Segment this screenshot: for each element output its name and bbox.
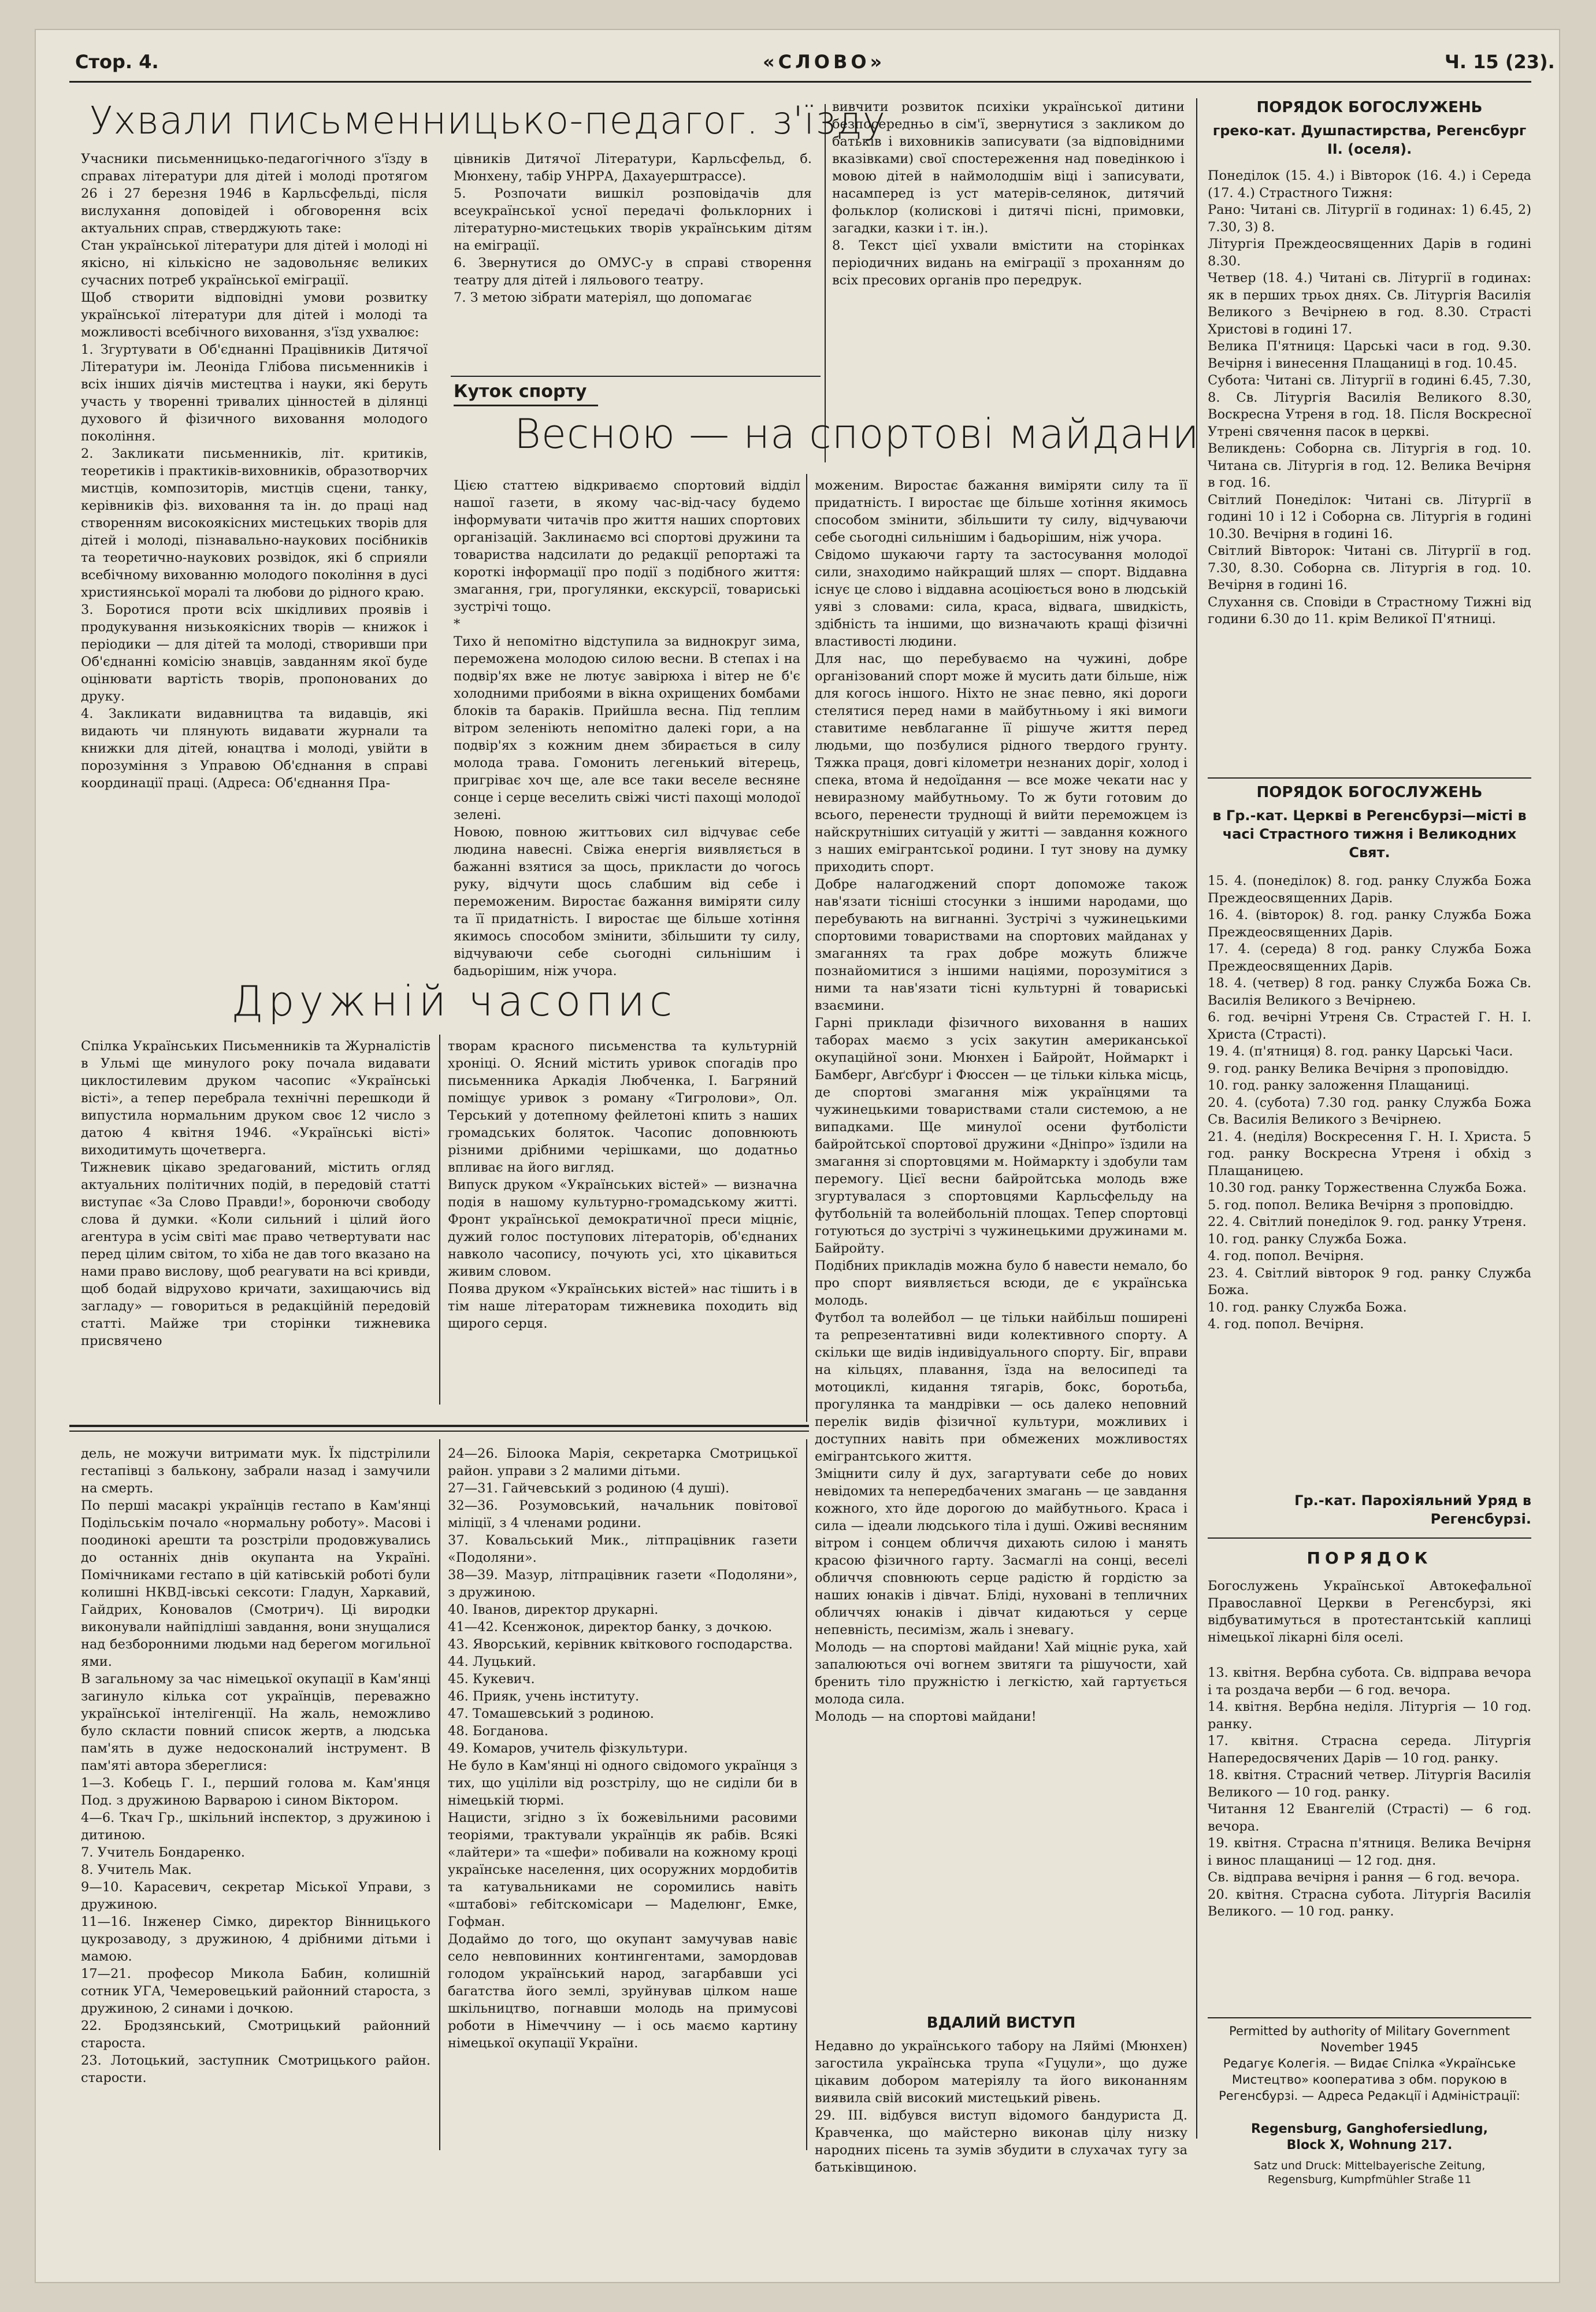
show-title: ВДАЛИЙ ВИСТУП bbox=[926, 2014, 1076, 2032]
column-divider bbox=[806, 474, 807, 1422]
page-number: Стор. 4. bbox=[75, 51, 159, 73]
column-divider bbox=[439, 1439, 440, 2150]
services-rule bbox=[1208, 1537, 1531, 1539]
victims-column-1: дель, не можучи витримати мук. Їх підстрілили гестапівці з бальконy, забрали назад і замучили на смерть. По перші масакрі українців гестапо в Кам'янці Подільськім почало «нормальну роботу». Масові і поодинокі арешти та розстріли продовжувались до останніх днів окупанта на Україні. Помічниками гестапо в цій катівській роботі були колишні НКВД-івські сексоти: Гладун, Харкавий, Гайдрих, Коновалов (Смотрич). Ці виродки виконували найпідліші завдання, вони знущалися над безборонними людьми над берегом могильної ями. В загальному за час німецької окупації в Кам'янці загинуло кілька сот українців, переважно української інтелігенції. На жаль, неможливо було скласти повний список жертв, а людська пам'ять в дуже недосконалий інструмент. В пам'яті автора збереглися: 1—3. Кобець Г. І., перший голова м. Кам'янця Под. з дружиною Варварою і сином Віктором. 4—6. Ткач Гр., шкільний інспектор, з дружиною і дитиною. 7. Учитель Бондаренко. 8. Учитель Мак. 9—10. Карасевич, секретар Міської Управи, з дружиною. 11—16. Інженер Сімко, директор Вінницького цукрозаводу, з дружиною, 4 дрібними дітьми і мамою. 17—21. професор Микола Бабин, колишній сотник УГА, Чемеровецький районний староста, з дружиною, 2 синами і дочкою. 22. Бродзянський, Смотрицький районний староста. 23. Лотоцький, заступник Смотрицького район. старости. bbox=[81, 1446, 430, 2085]
column-divider bbox=[825, 104, 826, 462]
services-subheading-1: греко-кат. Душпастирства, Регенсбург II. (оселя). bbox=[1212, 123, 1527, 157]
imprint-rule bbox=[1208, 2017, 1531, 2018]
section-rule bbox=[69, 1425, 809, 1427]
services-intro-3: Богослужень Української Автокефальної Православної Церкви в Регенсбурзі, які відбуватимуться в протестантській каплиці німецької лікарні біля оселі. bbox=[1208, 1579, 1531, 1645]
services-schedule-3: 13. квітня. Вербна субота. Св. відправа вечора і та роздача верби — 6 год. вечора. 14. квітня. Вербна неділя. Літургія — 10 год. ранку. 17. квітня. Страсна середа. Літургія Напередосвячених Дарів — 10 год. ранку. 18. квітня. Страсний четвер. Літургія Василія Великого — 10 год. ранку. Читання 12 Евангелій (Страсті) — 6 год. вечора. 19. квітня. Страсна п'ятниця. Велика Вечірня і винос плащаниці — 12 год. дня. Св. відправа вечірня і рання — 6 год. вечора. 20. квітня. Страсна субота. Літургія Василія Великого. — 10 год. ранку. bbox=[1208, 1665, 1531, 1919]
masthead: «СЛОВО» bbox=[763, 51, 886, 73]
congress-column-2: цівників Дитячої Літератури, Карльсфельд, б. Мюнхену, табір УНРРА, Дахауерштрассе). 5. Розпочати вишкіл розповідачів для всеукраїнської усної передачі фольклорних і літературно-мистецьких творів українським дітям на еміграції. 6. Звернутися до ОМУС-у в справі створення театру для дітей і ляльового театру. 7. З метою зібрати матеріял, що допомагає bbox=[454, 151, 812, 305]
services-heading-3: ПОРЯДОК bbox=[1307, 1548, 1432, 1568]
show-text: Недавно до українського табору на Ляймі (Мюнхен) загостила українська трупа «Гуцули», що дуже цікавим добором матеріялу та його виконанням виявила свій високий мистецький рівень. 29. III. відбувся виступ відомого бандуриста Д. Кравченка, що майстерно виконав цілу низку народних пісень та зумів збудити в слухачах тугу за батьківщиною. bbox=[815, 2039, 1187, 2175]
sport-rubric-underline bbox=[454, 405, 598, 406]
congress-title: Ухвали письменницько-педагог. з'їзду bbox=[90, 98, 886, 143]
imprint-printer: Satz und Druck: Mittelbayerische Zeitung, Regensburg, Kumpfmühler Straße 11 bbox=[1253, 2159, 1486, 2186]
magazine-column-1: Спілка Українських Письменників та Журналістів в Ульмі ще минулого року почала видавати циклостилевим друком часопис «Українські вісті», а тепер перебрала технічні перешкоди й випустила нормальним друком своє 12 число з датою 4 квітня 1946. «Українські вісті» виходитимуть щочетверга. Тижневик цікаво зредагований, містить огляд актуальних політичних подій, в передовій статті виступає «За Слово Правди!», боронючи свободу слова й думки. «Коли сильний і цілий його агентура в усім світі має право четвертувати нас перед цілим світом, то хіба не дав того вказано на нами право вислову, щоб реагувати на всі кривди, щоб бодай відруховo кричати, захищаючись від загладу» — говориться в редакційній передовій статті. Майже три сторінки тижневика присвячено bbox=[81, 1039, 430, 1348]
section-rule bbox=[69, 1431, 809, 1432]
imprint-address: Regensburg, Ganghofersiedlung, Block X, Wohnung 217. bbox=[1250, 2122, 1489, 2152]
services-schedule-2: 15. 4. (понеділок) 8. год. ранку Служба Божа Преждеосвященних Дарів. 16. 4. (вівторок) 8. год. ранку Служба Божа Преждеосвященних Дарів. 17. 4. (середа) 8 год. ранку Служба Божа Преждеосвященних Дарів. 18. 4. (четвер) 8 год. ранку Служба Божа Св. Василія Великого з Вечірнею. 6. год. вечірні Утреня Св. Страстей Г. Н. І. Христа (Страсті). 19. 4. (п'ятниця) 8. год. ранку Царські Часи. 9. год. ранку Велика Вечірня з проповіддю. 10. год. ранку заложення Плащаниці. 20. 4. (субота) 7.30 год. ранку Служба Божа Св. Василія Великого з Вечірнею. 21. 4. (неділя) Воскресення Г. Н. І. Христа. 5 год. ранку Воскресна Утреня і обхід з Плащаницею. 10.30 год. ранку Торжественна Служба Божа. 5. год. попол. Велика Вечірня з проповіддю. 22. 4. Світлий понеділок 9. год. ранку Утреня. 10. год. ранку Служба Божа. 4. год. попол. Вечірня. 23. 4. Світлий вівторок 9 год. ранку Служба Божа. 10. год. ранку Служба Божа. 4. год. попол. Вечірня. bbox=[1208, 873, 1531, 1332]
magazine-title: Дружній часопис bbox=[231, 977, 677, 1025]
newspaper-page bbox=[35, 29, 1560, 2283]
sport-column-a: Цією статтею відкриваємо спортовий відділ нашої газети, в якому час-від-часу будемо інформувати читачів про життя наших спортових організацій. Заклинаємо всі спортові дружини та товариства надсилати до редакції репортажі та короткі інформації про події з подібного життя: змагання, гри, прогулянки, екскурсії, товариські зустрічі тощо. * Тихо й непомітно відступила за виднокруг зима, переможена молодою силою весни. В степах і на подвір'ях вже не лютує завірюха і вітер не б'є холодними прибоями в вікна охрищених бомбами блоків та бараків. Прийшла весна. Під теплим вітром зеленіють непомітно далекі гори, а на подвір'ях з кожним днем збирається в силу молода трава. Гомонить легенький вітерець, пригріває хоч ще, але все таки веселе весняне сонце і серце веселить свіжі чисті пахощі молодої зелені. Новою, повною життьових сил відчуває себе людина навесні. Свіжа енергія виявляється в бажанні взятися за щось, прикласти до чогось руку, відчути щось слабшим від себе і переможеним. Виростає бажання виміряти силу та її придатність. І виростає ще більше хотіння якимось способом змінити, збільшити ту силу, відчуваючи себе сьогодні сильнішим і бадьорішим, ніж учора. bbox=[454, 478, 800, 979]
victims-column-2: 24—26. Білоока Марія, секретарка Смотрицької район. управи з 2 малими дітьми. 27—31. Гайчевський з родиною (4 душі). 32—36. Розумовський, начальник повітової міліції, з 4 членами родини. 37. Ковальський Мик., літпрацівник газети «Подоляни». 38—39. Мазур, літпрацівник газети «Подоляни», з дружиною. 40. Іванов, директор друкарні. 41—42. Ксенжонок, директор банку, з дочкою. 43. Яворський, керівник квіткового господарства. 44. Луцький. 45. Кукевич. 46. Прияк, учень інституту. 47. Томашевський з родиною. 48. Богданова. 49. Комаров, учитель фізкультури. Не було в Кам'янці ні одного свідомого українця з тих, що уціліли від розстрілу, що не сиділи би в німецькій тюрмі. Нацисти, згідно з їх божевільними расовими теоріями, трактували українців як рабів. Всякі «лайтери» та «шефи» побивали на кожному кроці українське населення, цих осоружних мордобитів та катувальниками не соромились навіть «штабові» гебітскомісари — Маделюнг, Емке, Гофман. Додаймо до того, що окупант замучував навіє село невповинних контингентами, замордовав голодом український народ, загарбавши усі багатства його землі, зруйнував цілком наше шкільництво, погнавши молодь на примусові роботи в Німеччину — і ось маємо картину німецької окупації України. bbox=[448, 1446, 797, 2051]
services-heading-1: ПОРЯДОК БОГОСЛУЖЕНЬ bbox=[1256, 99, 1483, 116]
column-divider bbox=[1196, 98, 1197, 2139]
services-schedule-1: Понеділок (15. 4.) і Вівторок (16. 4.) і Середа (17. 4.) Страстного Тижня: Рано: Читані св. Літургії в годинах: 1) 6.45, 2) 7.30, 3) 8. Літургія Преждеосвященних Дарів в годині 8.30. Четвер (18. 4.) Читані св. Літургії в годинах: як в перших трьох днях. Св. Літургія Василія Великого з Вечірнею в год. 8.30. Страсті Христові в годині 17. Велика П'ятниця: Царські часи в год. 9.30. Вечірня і винесення Плащаниці в год. 10.45. Субота: Читані св. Літургії в годині 6.45, 7.30, 8. Св. Літургія Василія Великого 8.30, Воскресна Утреня в год. 18. Після Воскресної Утрені свячення пасок в церкві. Великдень: Соборна св. Літургія в год. 10. Читана св. Літургія в год. 12. Велика Вечірня в год. 16. Світлий Понеділок: Читані св. Літургії в годині 10 і 12 і Соборна св. Літургія в годині 10.30. Вечірня в годині 16. Світлий Вівторок: Читані св. Літургії в год. 7.30, 8.30. Соборна св. Літургія в год. 10. Вечірня в годині 16. Слухання св. Сповіди в Страстному Тижні від години 6.30 до 11. крім Великої П'ятниці. bbox=[1208, 168, 1531, 627]
congress-column-3: вивчити розвиток психіки української дитини безпосередньо в сім'ї, звернутися з закликом до батьків і виховників записувати (за відповідними вказівками) свої спостереження над поведінкою і мовою дітей в наймолодшім віці і записувати, насамперед із уст матерів-селянок, дитячий фольклор (колискові і дитячі пісні, примовки, загадки, казки і т. ін.). 8. Текст цієї ухвали вмістити на сторінках періодичних видань на еміграції з проханням до всіх пресових органів про передрук. bbox=[832, 99, 1185, 288]
header-rule bbox=[69, 81, 1531, 83]
issue-number: Ч. 15 (23). bbox=[1445, 51, 1555, 73]
services-heading-2: ПОРЯДОК БОГОСЛУЖЕНЬ bbox=[1256, 784, 1483, 801]
sport-column-b: моженим. Виростає бажання виміряти силу та її придатність. І виростає ще більше хотіння якимось способом змінити, збільшити ту силу, відчуваючи себе сьогодні сильнішим і бадьорішим, ніж учора. Свідомо шукаючи гарту та застосування молодої сили, знаходимо найкращий шлях — спорт. Віддавна існує це слово і віддавна асоціюється воно в людській уяві з словами: сила, краса, відвага, швидкість, здібність та іншими, що визначають кращі фізичні властивості людини. Для нас, що перебуваємо на чужині, добре організований спорт може й мусить дати більше, ніж для когось іншого. Ніхто не знає певно, які дороги стелятися перед нами в майбутньому і які вимоги ставитиме невблаганне її рішуче життя перед людьми, що позбулися рідного твердого грунту. Тяжка праця, довгі кілометри незнаних доріг, холод і спека, втома й недоїдання — все може чекати нас у невиразному майбутньому. То ж бути готовим до всього, перенести труднощі й вийти переможцем із найскрутніших ситуацій у житті — завдання кожного з наших емігрантської родини. І тут знову на думку приходить спорт. Добре налагоджений спорт допоможе також нав'язати тісніші стосунки з іншими народами, що перебувають на вигнанні. Зустрічі з чужинецькими спортовими товариствами на спортових майданах у змаганнях та грах добре можуть ближче познайомитися з іншими націями, порозумітися з ними та нав'язати тісні культурні й товариські взаємини. Гарні приклади фізичного виховання в наших таборах маємо з усіх закутин американської окупаційної зони. Мюнхен і Байройт, Ноймаркт і Бамберг, Авґсбурґ і Фюссен — це тільки кілька місць, де спортові змагання між українцями та чужинецькими товариствами стали системою, а не випадками. Ще минулої осени футболісти байройтської спортової дружини «Дніпро» їздили на змагання зі спортовцями м. Ноймаркту і здобули там перемогу. Цієї весни байройтська молодь вже згуртувалася з спортовцями Карльсфельду на футбольній та волейбольній площах. Тепер спортовці готуються до зустрічі з чужинецькими дружинами м. Байройту. Подібних прикладів можна було б навести немало, бо про спорт виявляється всюди, де є українська молодь. Футбол та волейбол — це тільки найбільш поширені та репрезентативні види колективного спорту. А скільки ще видів індивідуального спорту. Біг, вправи на кільцях, плавання, їзда на велосипеді та мотоциклі, кидання тягарів, бокс, боротьба, прогулянка та мандрівки — ось далеко неповний перелік видів фізичної культури, можливих і доступних навіть при обмежених можливостях емігрантського життя. Зміцнити силу й дух, загартувати себе до нових невідомих та непередбачених змагань — це завдання кожного, хто йде дорогою до майбутнього. Краса і сила — ідеали людського тіла і душі. Оживі весняним вітром і сонцем обличчя дихають силою і манять красою фізичного гарту. Засмаглі на сонці, веселі обличчя сповнюють серце радістю й гордістю за наших юнаків і дівчат. Бліді, нуховані в тепличних обличчях юнаків і дівчат кидаються у серце непевність, песимізм, жаль і зневагу. Молодь — на спортові майдани! Хай міцніє рука, хай запалюються очі вогнем звитяги та рішучости, хай бренить тіло пружністю і легкістю, хай гартується молода сила. Молодь — на спортові майдани! bbox=[815, 478, 1187, 1724]
column-divider bbox=[439, 1035, 440, 1405]
column-divider bbox=[806, 1439, 807, 2150]
congress-column-1: Учасники письменницько-педагогічного з'їзду в справах літератури для дітей і молоді протягом 26 і 27 березня 1946 в Карльсфельді, після вислухання доповідей і обговорення всіх актуальних справ, стверджують таке: Стан української літератури для дітей і молоді ні якісно, ні кількісно не задовольняє великих сучасних потреб української еміграції. Щоб створити відповідні умови розвитку української літератури для дітей і молоді та можливості всебічного виховання, з'їзд ухвалює: 1. Згуртувати в Об'єднанні Працівників Дитячої Літератури ім. Леоніда Глібова письменників і всіх інших діячів мистецтва і науки, які беруть участь у творенні тривалих цінностей в ділянці духового й фізичного виховання молодого покоління. 2. Закликати письменників, літ. критиків, теоретиків і практиків-виховників, образотворчих мистців, композиторів, мистців сцени, танку, керівників фіз. виховання та ін. до праці над створенням високоякісних мистецьких творів для дітей і молоді, пізнавально-наукових посібників та теоретично-наукових розвідок, які б сприяли всебічному вихованню молодого покоління в дусі християнської моралі та любови до рідного краю. 3. Боротися проти всіх шкідливих проявів і продукування низькоякісних творів — книжок і періодики — для дітей та молоді, створивши при Об'єднанні комісію знавців, завданням якої буде оцінювати вартість творів, пропонованих до друку. 4. Закликати видавництва та видавців, які видають чи плянують видавати журнали та книжки для дітей, юнацтва і молоді, увійти в порозуміння з Управою Об'єднання в справі координації праці. (Адреса: Об'єднання Пра- bbox=[81, 151, 428, 791]
imprint-permit: Permitted by authority of Military Government November 1945 Редагує Колегія. — Видає Спілка «Українське Мистецтво» кооператива з обм. порукою в Регенсбурзі. — Адреса Редакції і Адміністрації: bbox=[1219, 2024, 1520, 2103]
sport-rule bbox=[451, 376, 821, 377]
sport-title: Весною — на спортові майдани bbox=[514, 410, 1200, 458]
services-subheading-2: в Гр.-кат. Церкві в Регенсбурзі—місті в часі Страстного тижня і Великодних Свят. bbox=[1212, 807, 1527, 861]
magazine-column-2: творам красного письменства та культурній хроніці. О. Ясний містить уривок спогадів про письменника Аркадія Любченка, І. Багряний поміщує уривок з роману «Тигролови», Ол. Терський у дотепному фейлетоні кпить з наших громадських боляток. Часопис доповнюють різними дрібними черішками, що додатньо впливає на його вигляд. Випуск друком «Українських вістей» — визначна подія в нашому культурно-громадському житті. Фронт української демократичної преси міцніє, дужий голос поступових літераторів, об'єднаних навколо часопису, почують усі, хто цікавиться живим словом. Поява друком «Українських вістей» нас тішить і в тім наше літераторам тижневика походить від щирого серця. bbox=[448, 1039, 797, 1331]
services-signature: Гр.-кат. Парохіяльний Уряд в Регенсбурзі. bbox=[1294, 1492, 1531, 1527]
services-rule bbox=[1208, 777, 1531, 779]
sport-rubric: Куток спорту bbox=[454, 381, 587, 402]
